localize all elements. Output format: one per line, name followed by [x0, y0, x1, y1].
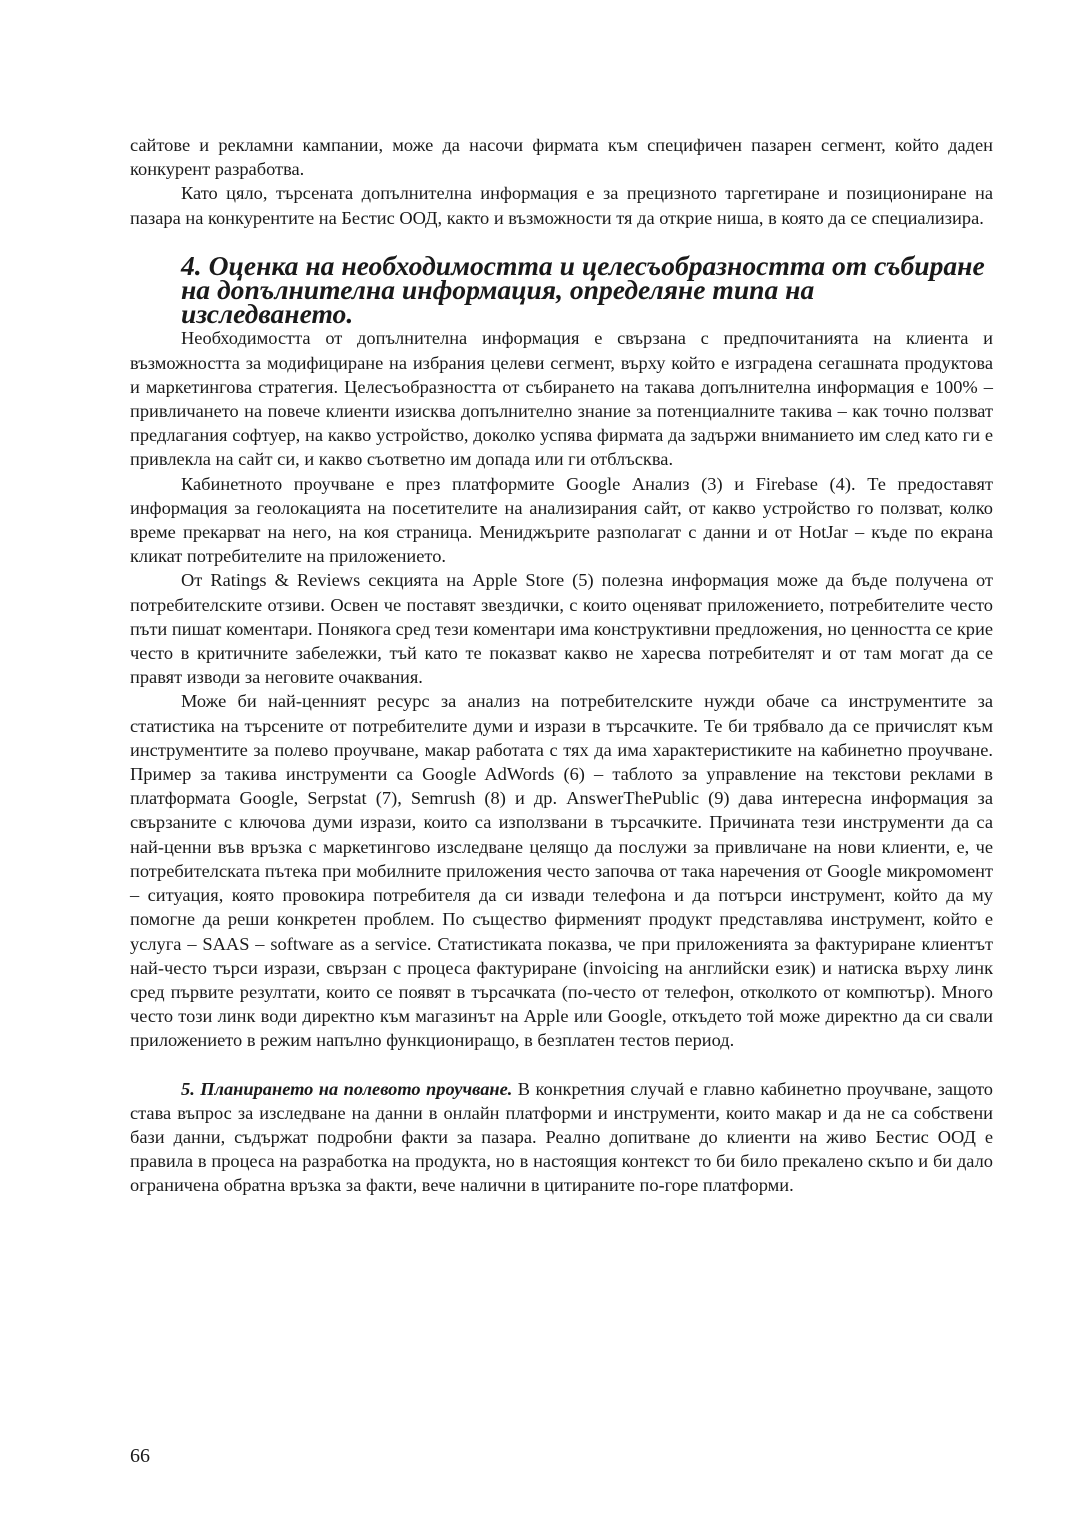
section-4-paragraph: Може би най-ценният ресурс за анализ на потребителските нужди обаче са инструментите за статистика на търсените от потребителите думи и изрази в търсачките. Те би трябвало да се причислят към инструментите за полево проучване, макар работата с тях да има характеристиките на кабинетно проучване. Пример за такива инструменти са Google AdWords (6) – таблото за управление на текстови реклами в платформата Google, Serpstat (7), Semrush (8) и др. AnswerThePublic (9) дава интересна информация за свързаните с ключова думи изрази, които са използвани в търсачките. Причината тези инструменти да са най-ценни във връзка с маркетингово изследване целящо да послужи за привличане на нови клиенти, е, че потребителската пътека при мобилните приложения често започва от така наречения от Google микромомент – ситуация, която провокира потребителя да си извади телефона и да потърси инструмент, който да му помогне да реши конкретен проблем. По същество фирменият продукт представлява инструмент, който е услуга – SAAS – software as a service. Статистиката показва, че при приложенията за фактуриране клиентът най-често търси изрази, свързан с процеса фактуриране (invoicing на английски език) и натиска върху линк сред първите резултати, които се появят в търсачката (по-често от телефон, отколкото от компютър). Много често този линк води директно към магазинът на Apple или Google, откъдето той може директно да си свали приложението в режим напълно функциониращо, в безплатен тестов период.	[130, 691, 993, 1051]
section-5-body: В конкретния случай е главно кабинетно проучване, защото става въпрос за изследване на данни в онлайн платформи и инструменти, които макар и да не са собствени бази данни, съдържат подробни факти за пазара. Реално допитване до клиенти на живо Бестис ООД е правила в процеса на разработка на продукта, но в настоящия контекст то би било прекалено скъпо и би дало ограничена обратна връзка за факти, вече налични в цитираните по-горе платформи.	[130, 1078, 993, 1196]
page-body	[130, 133, 993, 1198]
section-4-heading	[130, 249, 993, 330]
page-number: 66	[130, 1445, 150, 1467]
section-4-paragraph: Кабинетното проучване е през платформите Google Анализ (3) и Firebase (4). Те предоставят информация за геолокацията на посетителите на анализирания сайт, от какво устройство го ползват, колко време прекарват на него, на коя страница. Мениджърите разполагат с данни и от HotJar – къде по екрана кликат потребителите на приложението.	[130, 473, 993, 567]
section-4-heading-line-2: на допълнителна информация, определяне типа на изследването.	[181, 274, 815, 330]
paragraph-summary: Като цяло, търсената допълнителна информация е за прецизното таргетиране и позициониране на пазара на конкурентите на Бестис ООД, както и възможности тя да открие ниша, в която да се специализира.	[130, 183, 993, 228]
section-4-heading-line-1: 4. Оценка на необходимостта и целесъобразността от събиране	[181, 249, 985, 281]
paragraph-continuation: сайтове и рекламни кампании, може да насочи фирмата към специфичен пазарен сегмент, който даден конкурент разработва.	[130, 135, 993, 180]
section-5-heading: 5. Планирането на полевото проучване.	[181, 1078, 513, 1099]
section-5-paragraph	[130, 1077, 993, 1198]
section-4-paragraph: Необходимостта от допълнителна информация е свързана с предпочитанията на клиента и възможността за модифициране на избрания целеви сегмент, върху който е изградена сегашната продуктова и маркетингова стратегия. Целесъобразността от събирането на такава допълнителна информация е 100% – привличането на повече клиенти изисква допълнително знание за потенциалните такива – как точно ползват предлагания софтуер, на какво устройство, доколко успява фирмата да задържи вниманието им след като ги е привлекла на сайт си, и какво съответно им допада или ги отблъсква.	[130, 328, 993, 470]
section-4-paragraph: От Ratings & Reviews секцията на Apple Store (5) полезна информация може да бъде получена от потребителските отзиви. Освен че поставят звездички, с които оценяват приложението, потребителите често пъти пишат коментари. Понякога сред тези коментари има конструктивни предложения, но ценността се крие често в критичните забележки, тъй като те показват какво не харесва потребителят и от там могат да се правят изводи за неговите очаквания.	[130, 570, 993, 688]
spacer	[130, 1053, 993, 1077]
